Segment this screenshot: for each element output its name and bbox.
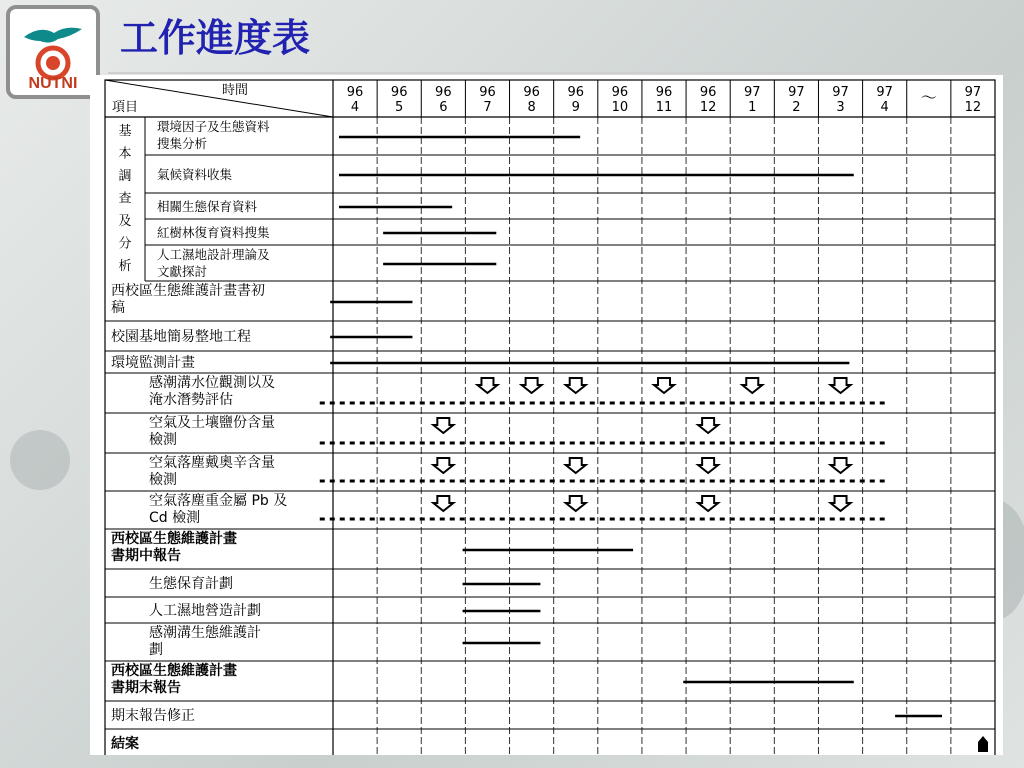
row-label: 環境監測計畫 — [111, 355, 195, 371]
measurement-arrow-icon — [654, 378, 674, 393]
group-label-char: 及 — [118, 214, 132, 229]
row-label: 搜集分析 — [157, 136, 208, 151]
row-label: 空氣落塵戴奧辛含量 — [149, 455, 275, 471]
month-year-label: 96 — [346, 85, 364, 100]
group-label-char: 查 — [118, 191, 132, 207]
header-time-label: 時間 — [221, 83, 249, 98]
row-label: 劃 — [149, 642, 163, 658]
month-year-label: 96 — [523, 85, 540, 100]
header-item-label: 項目 — [112, 100, 139, 115]
title-divider — [108, 72, 1000, 74]
month-label: 10 — [611, 100, 629, 115]
row-label: 人工濕地設計理論及 — [157, 247, 270, 262]
measurement-arrow-icon — [831, 458, 851, 473]
row-label: 空氣落塵重金屬 Pb 及 — [149, 493, 288, 509]
month-year-label: 96 — [435, 85, 452, 100]
row-label: 書期中報告 — [111, 548, 181, 564]
measurement-arrow-icon — [698, 496, 718, 511]
row-label: 紅樹林復育資料搜集 — [157, 225, 270, 240]
month-year-label: 96 — [655, 85, 673, 100]
end-marker-icon — [978, 736, 988, 752]
row-label: 稿 — [111, 300, 125, 316]
measurement-arrow-icon — [433, 458, 453, 473]
background-blob — [10, 430, 70, 490]
row-label: 西校區生態維護計畫 — [111, 663, 237, 679]
logo-text: NUTNI — [28, 75, 78, 92]
measurement-arrow-icon — [566, 496, 586, 511]
measurement-arrow-icon — [566, 458, 586, 473]
month-year-label: 96 — [390, 85, 408, 100]
measurement-arrow-icon — [433, 418, 453, 433]
month-label: 7 — [483, 100, 492, 115]
row-label: 氣候資料收集 — [157, 167, 233, 182]
month-year-label: 96 — [699, 85, 717, 100]
month-year-label: 97 — [832, 85, 849, 100]
measurement-arrow-icon — [433, 496, 453, 511]
bird-emblem-icon — [10, 11, 96, 81]
month-year-label: 97 — [964, 85, 982, 100]
measurement-arrow-icon — [742, 378, 762, 393]
measurement-arrow-icon — [831, 378, 851, 393]
row-label: 文獻探討 — [157, 264, 208, 279]
month-label: 5 — [395, 100, 404, 115]
month-label: 1 — [748, 100, 757, 115]
measurement-arrow-icon — [566, 378, 586, 393]
measurement-arrow-icon — [831, 496, 851, 511]
row-label: 相關生態保育資料 — [157, 199, 258, 214]
row-label: 感潮溝水位觀測以及 — [149, 375, 275, 391]
logo — [6, 5, 100, 99]
group-label-char: 分 — [118, 236, 132, 252]
page-title: 工作進度表 — [120, 16, 311, 60]
row-label: 檢測 — [149, 472, 177, 488]
month-label: 4 — [880, 100, 889, 115]
row-label: 空氣及土壤鹽份含量 — [149, 415, 275, 431]
row-label: 環境因子及生態資料 — [157, 119, 270, 134]
group-label-char: 基 — [118, 124, 132, 139]
month-year-label: 96 — [611, 85, 629, 100]
month-label: 12 — [964, 100, 982, 115]
row-label: 生態保育計劃 — [149, 576, 233, 592]
group-label-char: 調 — [118, 169, 132, 184]
row-label: 西校區生態維護計畫書初 — [111, 283, 265, 299]
month-label: ～ — [920, 88, 937, 107]
month-label: 11 — [655, 100, 673, 115]
month-label: 12 — [699, 100, 717, 115]
month-year-label: 97 — [788, 85, 805, 100]
month-label: 8 — [527, 100, 536, 115]
measurement-arrow-icon — [477, 378, 497, 393]
month-label: 6 — [439, 100, 448, 115]
row-label: 檢測 — [149, 432, 177, 448]
month-label: 4 — [350, 100, 360, 115]
row-label: 期末報告修正 — [111, 708, 195, 724]
month-year-label: 97 — [743, 85, 761, 100]
row-label: 結案 — [111, 736, 139, 752]
group-label-char: 析 — [118, 259, 132, 274]
month-label: 3 — [836, 100, 845, 115]
month-label: 9 — [571, 100, 580, 115]
measurement-arrow-icon — [522, 378, 542, 393]
measurement-arrow-icon — [698, 458, 718, 473]
row-label: 感潮溝生態維護計 — [149, 625, 261, 641]
measurement-arrow-icon — [698, 418, 718, 433]
month-year-label: 96 — [567, 85, 585, 100]
row-label: 校園基地簡易整地工程 — [111, 329, 251, 345]
row-label: 西校區生態維護計畫 — [111, 531, 237, 547]
schedule-table — [90, 75, 1003, 755]
row-label: Cd 檢測 — [149, 510, 201, 526]
month-label: 2 — [792, 100, 801, 115]
group-label-char: 本 — [118, 146, 132, 162]
row-label: 書期末報告 — [111, 680, 181, 696]
month-year-label: 96 — [479, 85, 496, 100]
row-label: 人工濕地營造計劃 — [149, 603, 261, 619]
month-year-label: 97 — [876, 85, 893, 100]
header-diagonal — [105, 80, 333, 117]
schedule-sheet — [90, 75, 1003, 755]
row-label: 淹水潛勢評估 — [149, 392, 233, 408]
